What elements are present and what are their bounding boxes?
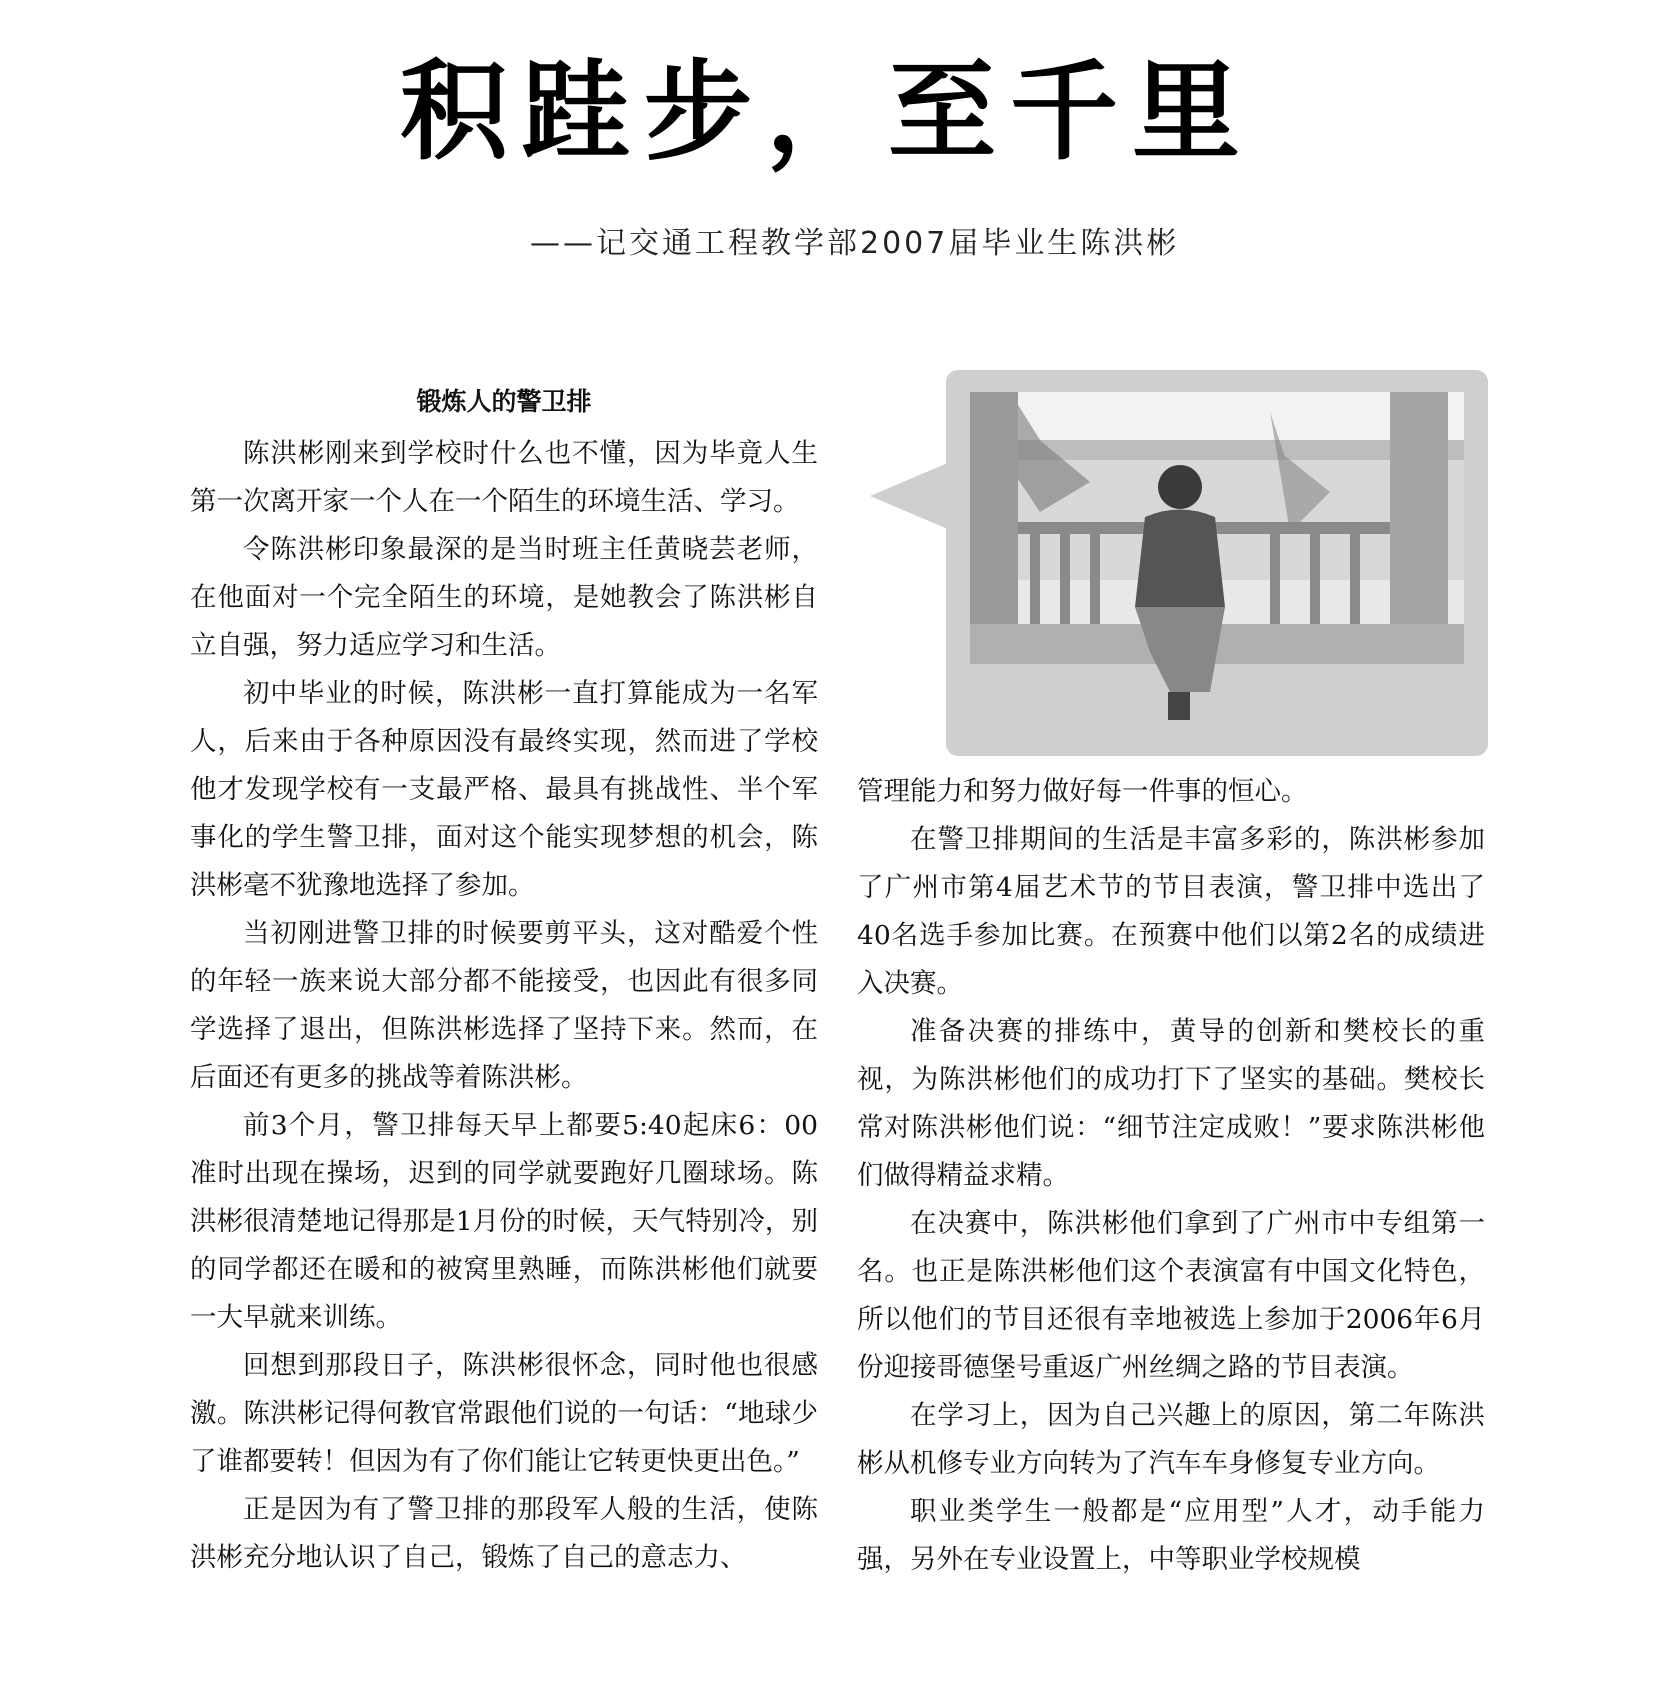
paragraph: 在学习上，因为自己兴趣上的原因，第二年陈洪彬从机修专业方向转为了汽车车身修复专业方向。 [857,1400,1485,1479]
paragraph: 初中毕业的时候，陈洪彬一直打算能成为一名军人，后来由于各种原因没有最终实现，然而进了学校他才发现学校有一支最严格、最具有挑战性、半个军事化的学生警卫排，面对这个能实现梦想的机会，陈洪彬毫不犹豫地选择了参加。 [190,678,818,901]
paragraph: 正是因为有了警卫排的那段军人般的生活，使陈洪彬充分地认识了自己，锻炼了自己的意志力、 [190,1494,818,1573]
paragraph: 在决赛中，陈洪彬他们拿到了广州市中专组第一名。也正是陈洪彬他们这个表演富有中国文化特色，所以他们的节目还很有幸地被选上参加于2006年6月份迎接哥德堡号重返广州丝绸之路的节目表演。 [857,1208,1485,1383]
paragraph: 职业类学生一般都是“应用型”人才，动手能力强，另外在专业设置上，中等职业学校规模 [857,1496,1485,1575]
left-column [190,378,818,1582]
article-subtitle: ——记交通工程教学部2007届毕业生陈洪彬 [530,226,1180,261]
right-column [857,768,1485,1584]
paragraph-continuation: 管理能力和努力做好每一件事的恒心。 [857,776,1308,807]
paragraph: 回想到那段日子，陈洪彬很怀念，同时他也很感激。陈洪彬记得何教官常跟他们说的一句话：“地球少了谁都要转！但因为有了你们能让它转更快更出色。” [190,1350,818,1477]
student-photo [970,392,1464,736]
paragraph: 当初刚进警卫排的时候要剪平头，这对酷爱个性的年轻一族来说大部分都不能接受，也因此有很多同学选择了退出，但陈洪彬选择了坚持下来。然而，在后面还有更多的挑战等着陈洪彬。 [190,918,818,1093]
speech-bubble-tail [870,462,950,530]
article-title: 积跬步，至千里 [399,50,1254,175]
paragraph: 陈洪彬刚来到学校时什么也不懂，因为毕竟人生第一次离开家一个人在一个陌生的环境生活、学习。 [190,438,818,517]
section-heading: 锻炼人的警卫排 [416,387,592,416]
paragraph: 准备决赛的排练中，黄导的创新和樊校长的重视，为陈洪彬他们的成功打下了坚实的基础。樊校长常对陈洪彬他们说：“细节注定成败！”要求陈洪彬他们做得精益求精。 [857,1016,1485,1191]
paragraph: 前3个月，警卫排每天早上都要5:40起床6：00准时出现在操场，迟到的同学就要跑好几圈球场。陈洪彬很清楚地记得那是1月份的时候，天气特别冷，别的同学都还在暖和的被窝里熟睡，而陈洪彬他们就要一大早就来训练。 [190,1110,818,1333]
paragraph: 令陈洪彬印象最深的是当时班主任黄晓芸老师，在他面对一个完全陌生的环境，是她教会了陈洪彬自立自强，努力适应学习和生活。 [190,534,818,661]
paragraph: 在警卫排期间的生活是丰富多彩的，陈洪彬参加了广州市第4届艺术节的节目表演，警卫排中选出了40名选手参加比赛。在预赛中他们以第2名的成绩进入决赛。 [857,824,1485,999]
